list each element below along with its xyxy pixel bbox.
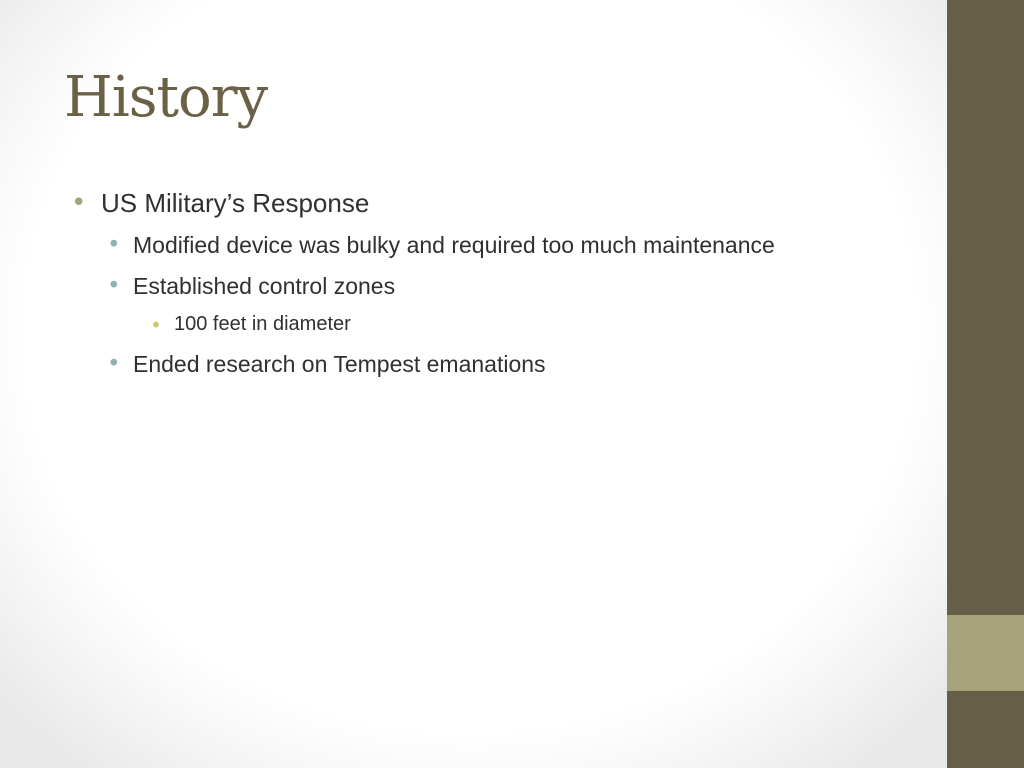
sidebar-dark-band <box>947 0 1024 615</box>
bullet-level-2: Modified device was bulky and required too much maintenance <box>133 232 775 258</box>
slide-title: History <box>64 65 268 130</box>
bullet-icon: • <box>71 188 87 218</box>
bullet-level-1: US Military’s Response <box>101 188 370 218</box>
bullet-level-2: Ended research on Tempest emanations <box>133 351 546 377</box>
sidebar-accent-block <box>947 615 1024 691</box>
bullet-icon: • <box>150 313 162 337</box>
bullet-level-2: Established control zones <box>133 273 396 299</box>
bullet-icon: • <box>107 232 121 258</box>
sidebar-dark-band <box>947 691 1024 768</box>
decorative-sidebar <box>947 0 1024 768</box>
bullet-level-3: 100 feet in diameter <box>174 313 351 335</box>
bullet-icon: • <box>107 273 121 299</box>
bullet-icon: • <box>107 351 121 377</box>
